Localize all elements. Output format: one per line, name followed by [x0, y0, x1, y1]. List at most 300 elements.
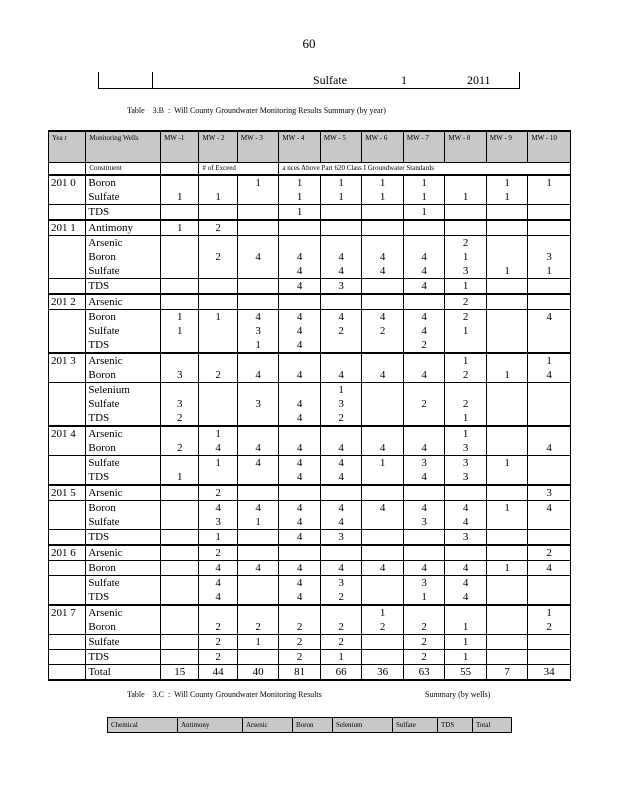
exceedance-cell	[237, 530, 279, 546]
exceedance-cell: 3 1	[528, 236, 571, 279]
exceedance-cell	[237, 485, 279, 501]
exceedance-cell: 4 4	[279, 576, 321, 606]
exceedance-cell	[528, 383, 571, 427]
exceedance-cell: 4	[362, 426, 404, 456]
exceedance-cell	[445, 545, 487, 561]
exceedance-cell: 2	[320, 635, 362, 650]
exceedance-cell	[403, 530, 445, 546]
exceedance-cell: 4	[528, 426, 571, 456]
exceedance-cell	[161, 561, 199, 576]
exceedance-cell	[445, 485, 487, 501]
exceedance-cell: 4	[279, 561, 321, 576]
exceedance-cell: 2	[403, 635, 445, 650]
wells-header-cell: Antimony	[178, 718, 243, 733]
exceedance-cell	[362, 545, 404, 561]
exceedance-cell	[161, 605, 199, 635]
exceedance-cell	[279, 485, 321, 501]
table-row	[49, 310, 571, 354]
exceedance-cell	[403, 220, 445, 236]
exceedance-cell: 1	[486, 353, 528, 383]
exceedance-cell: 3	[161, 353, 199, 383]
exceedance-cell: 2	[445, 294, 487, 310]
year-cell	[49, 530, 86, 546]
exceedance-cell: 1 1	[362, 175, 404, 205]
year-cell	[49, 635, 86, 650]
exceedance-cell: 4 4	[362, 236, 404, 279]
exceedance-cell	[528, 530, 571, 546]
exceedance-cell: 1	[445, 650, 487, 665]
exceedance-cell: 2	[199, 353, 237, 383]
table-row	[49, 175, 571, 205]
exceedance-cell: 4 3	[199, 501, 237, 530]
exceedance-cell: 3	[237, 383, 279, 427]
exceedance-cell: 1	[161, 220, 199, 236]
exceedance-cell: 4 4	[320, 456, 362, 486]
constituent-cell: Boron Sulfate TDS	[86, 310, 161, 354]
exceedance-cell	[362, 485, 404, 501]
exceedance-cell: 1	[237, 175, 279, 205]
exceedance-cell	[528, 576, 571, 606]
table-b-caption: Table 3.B : Will County Groundwater Monitoring Results Summary (by year)	[127, 106, 386, 115]
exceedance-cell: 2	[528, 545, 571, 561]
year-cell: 201 4	[49, 426, 86, 456]
exceedance-cell	[486, 220, 528, 236]
exceedance-cell: 2	[279, 650, 321, 665]
table-row	[49, 426, 571, 456]
exceedance-cell: 1 1	[279, 175, 321, 205]
exceedance-cell: 4	[362, 561, 404, 576]
total-value: 15	[161, 665, 199, 681]
year-cell: 201 7	[49, 605, 86, 635]
exceedance-cell	[161, 530, 199, 546]
exceedance-cell	[161, 485, 199, 501]
exceedance-cell: 1	[486, 456, 528, 486]
table-row	[49, 205, 571, 221]
exceedance-cell: 1 1	[403, 175, 445, 205]
exceedance-cell	[237, 294, 279, 310]
total-value: 81	[279, 665, 321, 681]
exceedance-cell: 4	[528, 501, 571, 530]
exceedance-cell: 4	[403, 353, 445, 383]
exceedance-cell	[528, 635, 571, 650]
exceedance-cell	[528, 220, 571, 236]
constituent-cell: Arsenic	[86, 485, 161, 501]
exceedance-cell	[279, 220, 321, 236]
header-year: Yea r	[49, 131, 86, 163]
exceedance-cell: 2 1	[445, 383, 487, 427]
exceedance-cell: 4 2	[362, 310, 404, 354]
total-value: 36	[362, 665, 404, 681]
exceedance-cell	[199, 383, 237, 427]
year-cell	[49, 501, 86, 530]
exceedance-cell: 1	[445, 635, 487, 650]
exceedance-cell: 4 4	[320, 501, 362, 530]
exceedance-cell	[279, 294, 321, 310]
exceedance-cell: 2	[199, 220, 237, 236]
exceedance-cell: 2	[199, 236, 237, 279]
header-constituent: Constituent	[86, 163, 161, 176]
header-exceed-a: # of Exceed	[199, 163, 279, 176]
exceedance-cell	[161, 501, 199, 530]
header-mw: MW - 5	[320, 131, 362, 163]
year-cell: 201 0	[49, 175, 86, 205]
exceedance-cell: 4	[279, 426, 321, 456]
header-mw: MW -1	[161, 131, 199, 163]
exceedance-cell: 2	[403, 383, 445, 427]
table-row	[49, 220, 571, 236]
exceedance-cell	[237, 576, 279, 606]
continued-table-row	[98, 72, 520, 89]
header-mw: MW - 3	[237, 131, 279, 163]
exceedance-cell: 4	[237, 426, 279, 456]
table-row	[49, 456, 571, 486]
exceedance-cell: 4	[237, 561, 279, 576]
year-cell: 201 3	[49, 353, 86, 383]
exceedance-cell: 4	[362, 353, 404, 383]
exceedance-cell	[362, 294, 404, 310]
exceedance-cell: 4 4	[279, 501, 321, 530]
exceedance-cell	[528, 650, 571, 665]
exceedance-cell: 1	[279, 205, 321, 221]
exceedance-cell	[161, 635, 199, 650]
table-row	[49, 650, 571, 665]
exceedance-cell: 2	[237, 605, 279, 635]
exceedance-cell	[528, 456, 571, 486]
exceedance-cell: 4 4	[445, 576, 487, 606]
exceedance-cell: 1	[199, 175, 237, 205]
total-value: 34	[528, 665, 571, 681]
header-mw: MW - 10	[528, 131, 571, 163]
table-subheader-row	[49, 163, 571, 176]
table-row	[49, 635, 571, 650]
total-value: 40	[237, 665, 279, 681]
total-value: 66	[320, 665, 362, 681]
wells-header-cell: Arsenic	[243, 718, 293, 733]
header-mw: MW - 4	[279, 131, 321, 163]
header-mw: MW - 9	[486, 131, 528, 163]
exceedance-cell: 1 1	[320, 175, 362, 205]
row-year: 2011	[467, 73, 491, 87]
exceedance-cell: 1	[199, 456, 237, 486]
year-cell: 201 1	[49, 220, 86, 236]
exceedance-cell	[237, 205, 279, 221]
exceedance-cell: 2	[199, 635, 237, 650]
exceedance-cell	[199, 294, 237, 310]
exceedance-cell	[161, 576, 199, 606]
year-cell	[49, 561, 86, 576]
exceedance-cell: 4 4	[279, 456, 321, 486]
exceedance-cell: 1 2	[528, 605, 571, 635]
constituent-cell: Boron	[86, 561, 161, 576]
exceedance-cell	[161, 279, 199, 295]
constituent-cell: Sulfate	[86, 635, 161, 650]
table-row	[49, 576, 571, 606]
exceedance-cell: 3 3	[445, 456, 487, 486]
exceedance-cell: 1 3 2	[320, 383, 362, 427]
exceedance-cell	[320, 545, 362, 561]
exceedance-cell: 1	[237, 635, 279, 650]
constituent-cell: Arsenic Boron	[86, 353, 161, 383]
exceedance-cell	[445, 205, 487, 221]
exceedance-cell: 3 2	[161, 383, 199, 427]
constituent-cell: Boron Sulfate	[86, 501, 161, 530]
table-row	[49, 501, 571, 530]
exceedance-cell	[486, 635, 528, 650]
exceedance-cell	[320, 220, 362, 236]
row-value: 1	[401, 73, 407, 87]
exceedance-cell: 2	[403, 650, 445, 665]
total-value: 7	[486, 665, 528, 681]
exceedance-cell: 4	[403, 279, 445, 295]
table-row	[49, 279, 571, 295]
column-divider	[152, 72, 153, 88]
constituent-cell: TDS	[86, 279, 161, 295]
exceedance-cell: 1 1	[161, 310, 199, 354]
page-number: 60	[302, 36, 316, 51]
exceedance-cell: 4 4	[445, 501, 487, 530]
exceedance-cell: 2	[199, 650, 237, 665]
exceedance-cell: 4	[528, 561, 571, 576]
exceedance-cell	[486, 205, 528, 221]
year-cell	[49, 576, 86, 606]
exceedance-cell: 3	[320, 530, 362, 546]
year-cell: 201 5	[49, 485, 86, 501]
exceedance-cell: 2	[279, 605, 321, 635]
exceedance-cell: 2	[403, 605, 445, 635]
exceedance-cell	[320, 205, 362, 221]
exceedance-cell: 2	[199, 485, 237, 501]
exceedance-cell	[161, 236, 199, 279]
exceedance-cell	[362, 635, 404, 650]
exceedance-cell: 4 4	[279, 383, 321, 427]
exceedance-cell	[528, 279, 571, 295]
exceedance-cell: 1	[445, 605, 487, 635]
exceedance-cell	[445, 220, 487, 236]
exceedance-cell	[486, 485, 528, 501]
year-cell	[49, 310, 86, 354]
exceedance-cell: 4 1	[237, 501, 279, 530]
exceedance-cell	[237, 650, 279, 665]
year-cell	[49, 279, 86, 295]
header-mw: MW - 6	[362, 131, 404, 163]
wells-header-cell: Total	[473, 718, 512, 733]
exceedance-cell: 2	[199, 605, 237, 635]
exceedance-cell	[362, 576, 404, 606]
exceedance-cell	[486, 310, 528, 354]
header-wells: Monitoring Wells	[86, 131, 161, 163]
constituent-cell: TDS	[86, 530, 161, 546]
exceedance-cell: 4	[237, 236, 279, 279]
exceedance-cell: 1	[486, 561, 528, 576]
constituent-cell: Arsenic Boron	[86, 605, 161, 635]
wells-header-cell: Boron	[293, 718, 333, 733]
exceedance-cell: 4 4 2	[403, 310, 445, 354]
exceedance-cell: 1 4	[528, 353, 571, 383]
table-row	[49, 561, 571, 576]
year-cell	[49, 205, 86, 221]
exceedance-cell: 1	[486, 236, 528, 279]
exceedance-cell: 1 1	[486, 175, 528, 205]
exceedance-cell: 4	[237, 353, 279, 383]
exceedance-cell	[403, 294, 445, 310]
monitoring-results-by-wells-table	[107, 717, 512, 733]
exceedance-cell	[403, 485, 445, 501]
exceedance-cell: 4 4	[279, 236, 321, 279]
exceedance-cell: 2 1	[445, 310, 487, 354]
exceedance-cell: 4	[403, 561, 445, 576]
table-row	[49, 605, 571, 635]
year-cell: 201 2	[49, 294, 86, 310]
wells-header-cell: TDS	[438, 718, 473, 733]
exceedance-cell: 4 2	[320, 310, 362, 354]
exceedance-cell: 3 4	[403, 456, 445, 486]
exceedance-cell	[161, 205, 199, 221]
wells-header-cell: Sulfate	[393, 718, 438, 733]
exceedance-cell	[486, 650, 528, 665]
exceedance-cell	[320, 294, 362, 310]
exceedance-cell	[161, 545, 199, 561]
header-exceed-b: a nces Above Part 620 Class I Groundwater Standards	[279, 163, 571, 176]
header-mw: MW - 8	[445, 131, 487, 163]
exceedance-cell: 1	[320, 650, 362, 665]
constituent-cell: Antimony	[86, 220, 161, 236]
exceedance-cell: 4 4	[199, 576, 237, 606]
year-cell	[49, 383, 86, 427]
exceedance-cell: 1	[199, 310, 237, 354]
exceedance-cell: 1 4	[199, 426, 237, 456]
totals-row	[49, 665, 571, 681]
header-mw: MW - 2	[199, 131, 237, 163]
exceedance-cell: 1 3	[445, 426, 487, 456]
exceedance-cell: 1	[445, 279, 487, 295]
exceedance-cell	[320, 485, 362, 501]
exceedance-cell: 3 2	[320, 576, 362, 606]
exceedance-cell: 4 4 4	[279, 310, 321, 354]
table-row	[49, 383, 571, 427]
table-row	[49, 353, 571, 383]
exceedance-cell: 1	[362, 456, 404, 486]
wells-header-cell: Chemical	[108, 718, 178, 733]
exceedance-cell	[486, 545, 528, 561]
wells-header-cell: Selenium	[333, 718, 393, 733]
exceedance-cell: 4	[199, 561, 237, 576]
exceedance-cell: 3	[445, 530, 487, 546]
exceedance-cell	[362, 205, 404, 221]
exceedance-cell: 1	[199, 530, 237, 546]
exceedance-cell: 2	[320, 605, 362, 635]
wells-header-row	[108, 718, 512, 733]
exceedance-cell: 4	[320, 561, 362, 576]
exceedance-cell: 1	[161, 175, 199, 205]
exceedance-cell: 1 2	[445, 353, 487, 383]
exceedance-cell: 4 4	[403, 236, 445, 279]
constituent-cell: Arsenic	[86, 545, 161, 561]
exceedance-cell	[486, 605, 528, 635]
year-cell	[49, 456, 86, 486]
header-mw: MW - 7	[403, 131, 445, 163]
constituent-cell: Sulfate TDS	[86, 456, 161, 486]
exceedance-cell	[362, 220, 404, 236]
exceedance-cell: 4 3	[403, 501, 445, 530]
monitoring-results-by-year-table	[48, 130, 571, 681]
exceedance-cell	[362, 650, 404, 665]
exceedance-cell: 4	[237, 456, 279, 486]
year-cell: 201 6	[49, 545, 86, 561]
table-row	[49, 545, 571, 561]
table-c-caption: Table 3.C : Will County Groundwater Monitoring Results	[127, 690, 322, 699]
exceedance-cell: 4 4	[320, 236, 362, 279]
exceedance-cell	[486, 279, 528, 295]
exceedance-cell: 4	[320, 353, 362, 383]
table-row	[49, 530, 571, 546]
exceedance-cell: 4	[403, 426, 445, 456]
exceedance-cell: 4	[528, 310, 571, 354]
constituent-cell: Selenium Sulfate TDS	[86, 383, 161, 427]
exceedance-cell: 1	[486, 501, 528, 530]
exceedance-cell	[199, 279, 237, 295]
table-c-caption-suffix: Summary (by wells)	[425, 690, 491, 699]
table-header-row	[49, 131, 571, 163]
exceedance-cell	[486, 426, 528, 456]
year-cell	[49, 650, 86, 665]
exceedance-cell: 4	[279, 279, 321, 295]
table-row	[49, 485, 571, 501]
exceedance-cell: 2	[199, 545, 237, 561]
constituent-cell: TDS	[86, 650, 161, 665]
exceedance-cell: 4	[362, 501, 404, 530]
exceedance-cell	[403, 545, 445, 561]
constituent-cell: Arsenic Boron Sulfate	[86, 236, 161, 279]
exceedance-cell: 2	[279, 635, 321, 650]
total-label: Total	[86, 665, 161, 681]
exceedance-cell	[237, 545, 279, 561]
exceedance-cell: 3	[320, 279, 362, 295]
constituent-cell: Arsenic Boron	[86, 426, 161, 456]
exceedance-cell	[237, 279, 279, 295]
exceedance-cell: 1	[161, 456, 199, 486]
exceedance-cell	[528, 205, 571, 221]
constituent-cell: TDS	[86, 205, 161, 221]
constituent-cell: Sulfate TDS	[86, 576, 161, 606]
exceedance-cell: 3 1	[403, 576, 445, 606]
exceedance-cell	[486, 530, 528, 546]
exceedance-cell: 1	[403, 205, 445, 221]
exceedance-cell: 4	[445, 561, 487, 576]
exceedance-cell	[161, 650, 199, 665]
exceedance-cell: 1	[528, 175, 571, 205]
exceedance-cell	[486, 294, 528, 310]
exceedance-cell: 2	[161, 426, 199, 456]
exceedance-cell	[486, 383, 528, 427]
total-value: 55	[445, 665, 487, 681]
constituent-cell: Arsenic	[86, 294, 161, 310]
constituent-cell: Boron Sulfate	[86, 175, 161, 205]
exceedance-cell: 1	[445, 175, 487, 205]
exceedance-cell: 2 1 3	[445, 236, 487, 279]
total-value: 44	[199, 665, 237, 681]
exceedance-cell: 4	[320, 426, 362, 456]
exceedance-cell: 1 2	[362, 605, 404, 635]
total-value: 63	[403, 665, 445, 681]
exceedance-cell	[486, 576, 528, 606]
exceedance-cell	[199, 205, 237, 221]
exceedance-cell	[362, 279, 404, 295]
exceedance-cell: 4	[279, 353, 321, 383]
row-label: Sulfate	[313, 73, 347, 87]
exceedance-cell	[362, 530, 404, 546]
exceedance-cell: 4	[279, 530, 321, 546]
exceedance-cell: 4 3 1	[237, 310, 279, 354]
